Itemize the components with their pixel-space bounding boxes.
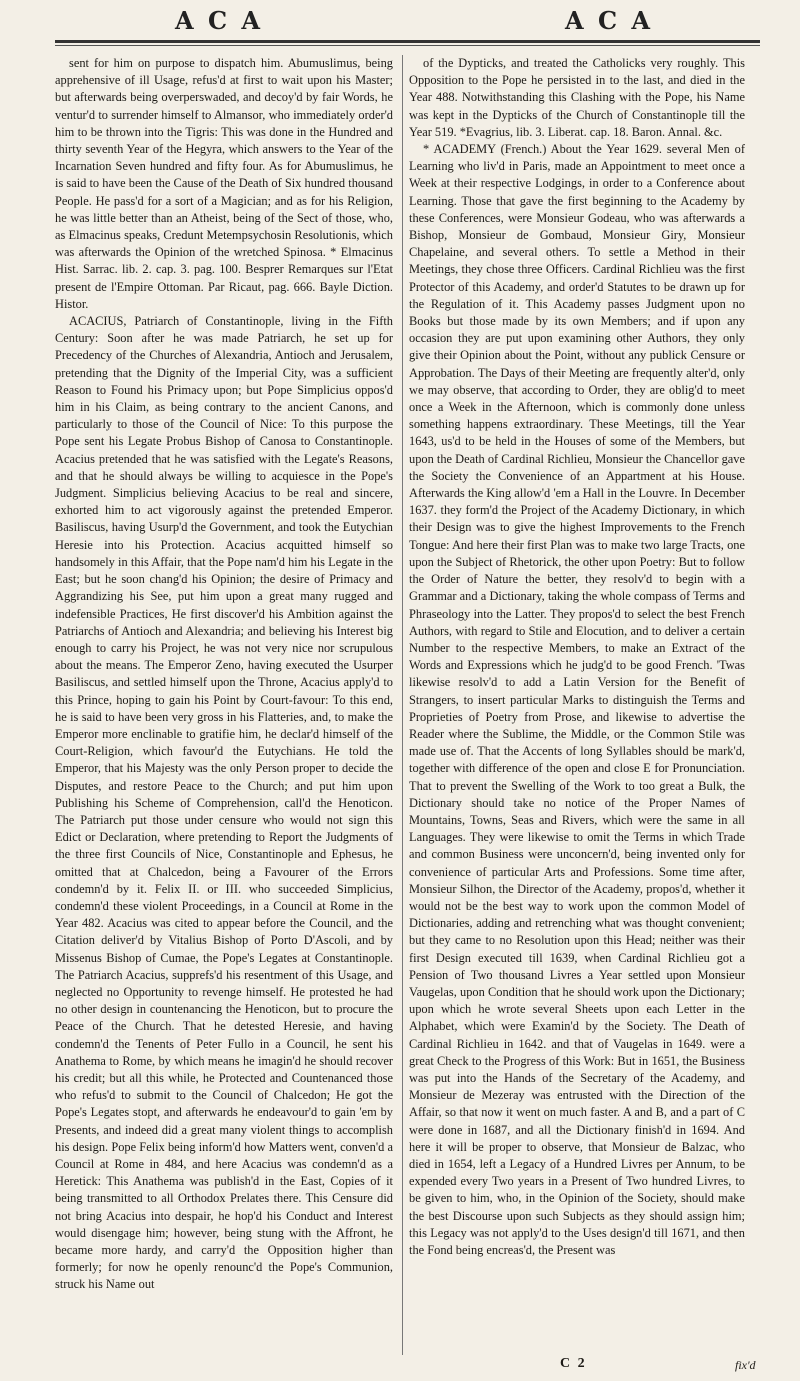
paragraph-academy: * ACADEMY (French.) About the Year 1629. several Men of Learning who liv'd in Paris, made an Appointment to meet once a Week at their respective Lodgings, in order to a Conference about Learning. Those that gave the first beginning to the Academy by these Conferences, were Monsieur Godeau, who was afterwards a Bishop, Monsieur de Gombaud, Monsieur Giry, Monsieur Chapelaine, and several others. To settle a Method in their Meetings, they chose three Officers. Cardinal Richlieu was the first Protector of this Academy, and order'd Statutes to be drawn up for the Regulation of it. This Academy passes Judgment upon no Books but those made by its own Members; and if upon any occasion they are put upon examining other Authors, they only give their Opinion about the Point, without any publick Censure or Approbation. The Days of their Meeting are frequently alter'd, only we may observe, that according to Order, they are oblig'd to meet once a Week in the Afternoon, which is commonly done unless something happens extraordinary. These Meetings, till the Year 1643, us'd to be held in the Houses of some of the Members, but upon the Death of Cardinal Richlieu, Monsieur the Chancellor gave the Society the Convenience of an Appartment at his House. Afterwards the King allow'd 'em a Hall in the Louvre. In December 1637. they form'd the Project of the Academy Dictionary, in which their Design was to give the highest Improvements to the French Tongue: And here their first Plan was to make two large Tracts, one upon the Subject of Rhetorick, the other upon Poetry: But to follow the Order of Nature the better, they resolv'd to begin with a Grammar and a Dictionary, taking the whole compass of Terms and Phraseology into the Latter. They propos'd to select the best French Authors, with regard to Stile and Elocution, and to deliver a certain Number to the respective Members, to make an Extract of the Words and Expressions which he judg'd to be good French. 'Twas likewise resolv'd to add a Latin Version for the Benefit of Strangers, to insert particular Marks to distinguish the Terms and Proprieties of Poetry from Prose, and likewise to advertise the Reader where the Sublime, the Middle, or the Common Stile was made use of. That the Accents of long Syllables should be mark'd, together with difference of the open and close E for Pronunciation. That to prevent the Swelling of the Work to too great a Bulk, the Dictionary should take no notice of the Proper Names of Mountains, Towns, Seas and Rivers, which were the same in all Languages. They were likewise to omit the Terms in which Trade and common Business were unconcern'd, being invented only for convenience of particular Arts and Professions. Some time after, Monsieur Silhon, the Director of the Academy, propos'd, whether it would not be the best way to work upon the common Model of Dictionaries, adding and retrenching what was thought convenient; but they came to no Resolution upon this Head; neither was their first Design executed till 1639, when Cardinal Richlieu got a Pension of Two thousand Livres a Year settled upon Monsieur Vaugelas, upon Condition that he should work upon the Dictionary; upon which he wrote several Sheets upon each Letter in the Alphabet, which were Examin'd by the Society. The Death of Cardinal Richlieu in 1642. and that of Vaugelas in 1649. were a great Check to the Progress of this Work: But in 1651, the Business was put into the Hands of the Secretary of the Academy, and Monsieur de Mezeray was entrusted with the Direction of the Affair, so that now it went on much faster. A and B, and a part of C were done in 1687, and all the Dictionary finish'd in 1694. And here it will be proper to observe, that Monsieur de Balzac, who died in 1654, left a Legacy of a Hundred Livres per Annum, to be expended every Two years in a Present of Two hundred Livres, to be given to him, who, in the Opinion of the Society, should make the best Discourse upon such Subjects as they should assign him; this Legacy was not apply'd to the Uses design'd till 1671, and then the Fond being encreas'd, the Present was: [409, 142, 745, 1258]
header-rule: [55, 40, 760, 43]
page-header: [0, 0, 800, 52]
paragraph-abumuslimus: sent for him on purpose to dispatch him. Abumuslimus, being apprehensive of ill Usage, refus'd at first to wait upon his Master; but afterwards being overperswaded, and decoy'd by fair Words, he ventur'd to surrender himself to Almansor, who immediately order'd him to be thrown into the Tigris: This was done in the Hundred and thirty seventh Year of the Hegyra, which answers to the Year of the Incarnation Seven hundred and fifty four. As for Abumuslimus, he is said to have been the Cause of the Death of Six hundred thousand People. He pass'd for a sort of a Magician; and as for his Religion, he was little better than an Atheist, being of the Sect of those, who, as Elmacinus speaks, Credunt Metempsychosin Resolutionis, which was afterwards the Opinion of the wretched Spinosa. * Elmacinus Hist. Sarrac. lib. 2. cap. 3. pag. 100. Besprer Remarques sur l'Etat present de l'Empire Ottoman. Par Ricaut, pag. 666. Bayle Diction. Histor.: [55, 56, 393, 311]
right-column: [402, 55, 745, 1355]
catchword: fix'd: [735, 1358, 756, 1372]
running-head-right: A C A: [565, 6, 654, 35]
paragraph-acacius-cont: of the Dypticks, and treated the Catholicks very roughly. This Opposition to the Pope he persisted in to the last, and died in the Year 488. Notwithstanding this Clashing with the Pope, his Name was kept in the Dypticks of the Church of Constantinople till the Year 519. *Evagrius, lib. 3. Liberat. cap. 18. Baron. Annal. &c.: [409, 56, 745, 139]
header-rule-thin: [55, 45, 760, 46]
running-head-left: A C A: [175, 6, 264, 35]
left-column: [55, 55, 393, 1355]
paragraph-acacius: ACACIUS, Patriarch of Constantinople, living in the Fifth Century: Soon after he was made Patriarch, he set up for Precedency of the Churches of Alexandria, Antioch and Jerusalem, pretending that the Dignity of the Imperial City, was a sufficient Reason to Found his Primacy upon; but Pope Simplicius oppos'd him in his Claim, as being contrary to the ancient Canons, and particularly to those of the Council of Nice: To this purpose the Pope sent his Legate Probus Bishop of Canosa to Constantinople. Acacius pretended that he was satisfied with the Legate's Reasons, and that he should always be willing to acquiesce in the Pope's Judgment. Simplicius believing Acacius to be real and sincere, exhorted him to act vigorously against the pretended Emperor. Basiliscus, having Usurp'd the Government, and took the Eutychian Heresie into his Protection. Acacius acquitted himself so handsomely in this Affair, that the Pope nam'd him his Legate in the East; but he soon chang'd his Opinion; the desire of Primacy and Aggrandizing his See, put him upon a great many rugged and indefensible Practices, He first discover'd his Ambition against the Patriarchs of Antioch and Alexandria; and believing his Interest big enough to carry his Project, he was not very nice nor scrupulous about the means. The Emperor Zeno, having executed the Usurper Basiliscus, and settled himself upon the Throne, Acacius apply'd to this Prince, hoping to gain his Point by Court-favour: To this end, he is said to have been very gross in his Flatteries, and, to make the Emperor more enclinable to gratifie him, he declar'd himself of the Court-Religion, which favour'd the Eutychians. He told the Emperor, that his Majesty was the only Person proper to decide the Disputes, and restore Peace to the Church; and put him upon Publishing his Scheme of Comprehension, call'd the Henoticon. The Patriarch put those under censure who would not sign this Edict or Declaration, where pretending to Report the Judgments of the three first Councils of Nice, Constantinople and Ephesus, he omitted that at Chalcedon, being a Favourer of the Errors condemn'd by it. Felix II. or III. who succeeded Simplicius, condemn'd these violent Proceedings, in a Council at Rome in the Year 482. Acacius was cited to appear before the Council, and the Citation deliver'd by Vitalius Bishop of Porto D'Ascoli, and by Missenus Bishop of Cumae, the Pope's Legates at Constantinople. The Patriarch Acacius, supprefs'd his resentment of this Usage, and neglected no Opportunity to revenge himself. He protested he had no other design in countenancing the Henoticon, but to procure the Peace of the Church. That he detested Heresie, and having condemn'd the Tenents of Peter Fullo in a Council, he sent his Anathema to Rome, by which means he imagin'd he should recover his credit; but all this while, he Protected and Countenanced those who refus'd to submit to the Council of Chalcedon; He got the Pope's Legates stopt, and afterwards he endeavour'd to gain 'em by Presents, and indeed did a great many violent things to accomplish his design. Pope Felix being inform'd how Matters went, conven'd a Council at Rome in 484, and here Acacius was condemn'd as a Heretick: This Anathema was publish'd in the East, Copies of it being transmitted to all Orthodox Prelates there. This Censure did not bring Acacius into despair, he hop'd his Conduct and Interest would disengage him; however, being stung with the Affront, he became more hardy, and carry'd the Opposition higher than formerly; for now he openly renounc'd the Pope's Communion, struck his Name out: [55, 314, 393, 1292]
signature-mark: C 2: [560, 1356, 587, 1371]
